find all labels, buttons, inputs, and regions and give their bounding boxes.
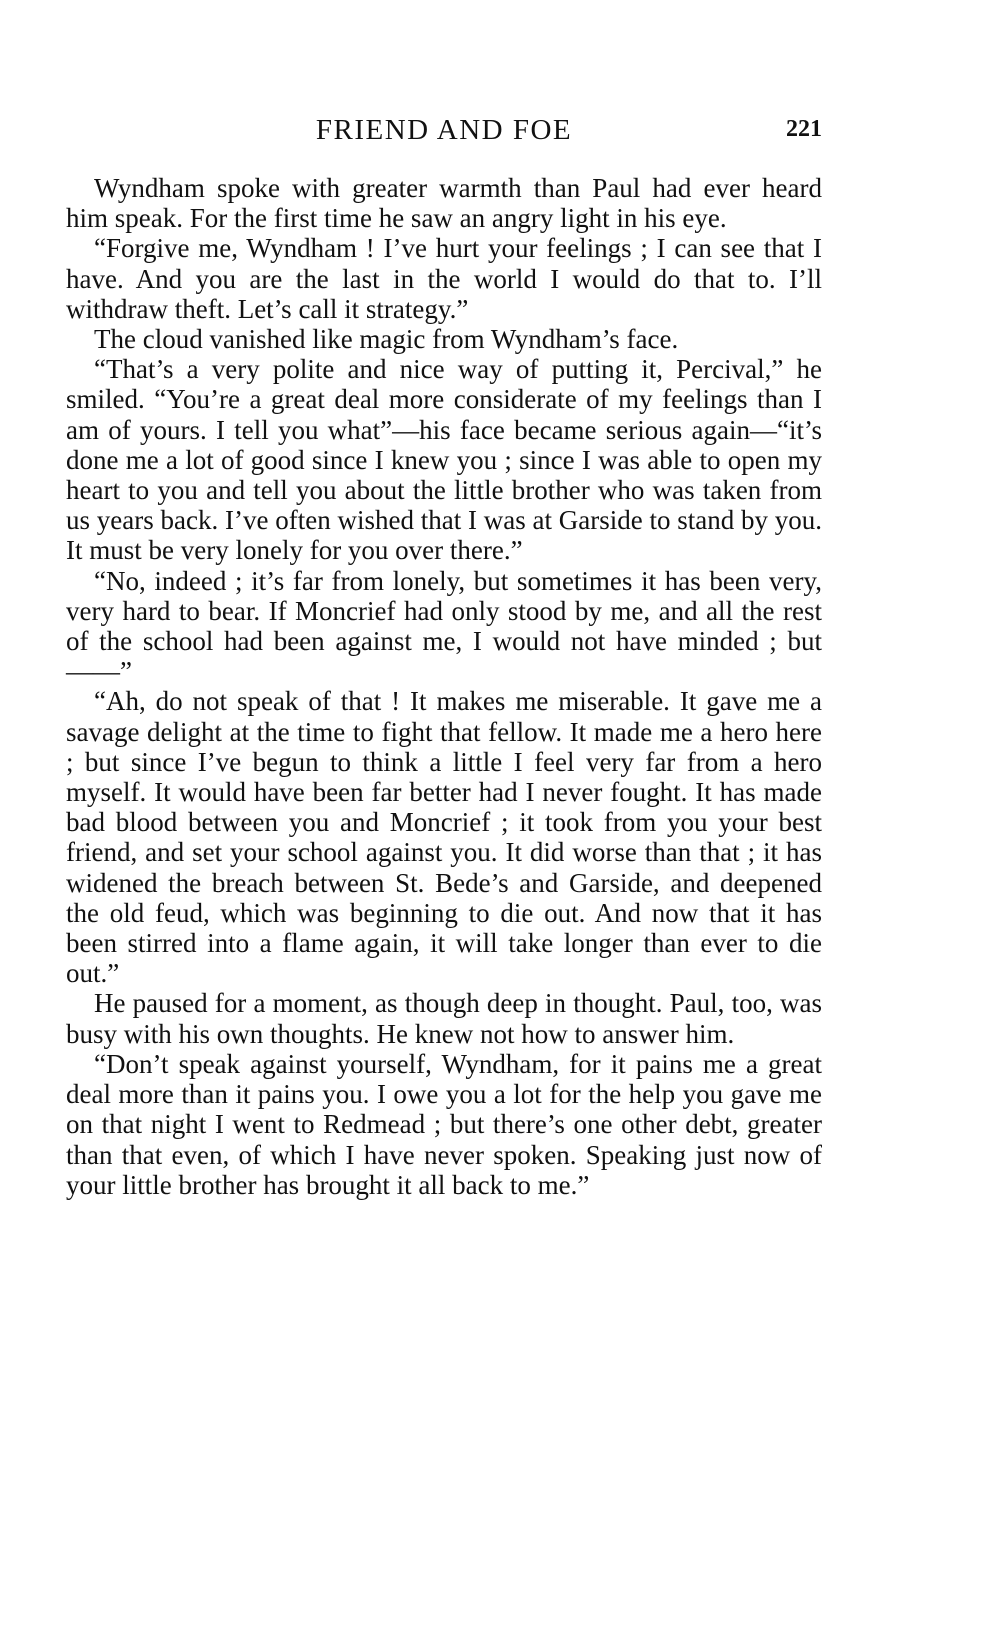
paragraph: The cloud vanished like magic from Wyndham’s face.	[94, 324, 679, 355]
paragraph: “Forgive me, Wyndham ! I’ve hurt your feelings ; I can see that I have. And you are the last in the world I would do that to. I’ll withdraw theft. Let’s call it strategy.”	[66, 233, 822, 324]
paragraph: “Ah, do not speak of that ! It makes me miserable. It gave me a savage delight at the time to fight that fellow. It made me a hero here ; but since I’ve begun to think a little I feel very far from a hero myself. It would have been far better had I never fought. It has made bad blood between you and Moncrief ; it took from you your best friend, and set your school against you. It did worse than that ; it has widened the breach between St. Bede’s and Garside, and deepened the old feud, which was beginning to die out. And now that it has been stirred into a flame again, it will take longer than ever to die out.”	[66, 686, 822, 989]
paragraph: He paused for a moment, as though deep in thought. Paul, too, was busy with his own thoughts. He knew not how to answer him.	[66, 988, 822, 1049]
page-number: 221	[786, 116, 822, 142]
paragraph: Wyndham spoke with greater warmth than Paul had ever heard him speak. For the first time he saw an angry light in his eye.	[66, 173, 822, 234]
paragraph: “That’s a very polite and nice way of putting it, Percival,” he smiled. “You’re a great deal more considerate of my feelings than I am of yours. I tell you what”—his face became serious again—“it’s done me a lot of good since I knew you ; since I was able to open my heart to you and tell you about the little brother who was taken from us years back. I’ve often wished that I was at Garside to stand by you. It must be very lonely for you over there.”	[66, 354, 822, 566]
paragraph: “Don’t speak against yourself, Wyndham, for it pains me a great deal more than it pains you. I owe you a lot for the help you gave me on that night I went to Redmead ; but there’s one other debt, greater than that even, of which I have never spoken. Speaking just now of your little brother has brought it all back to me.”	[66, 1048, 822, 1200]
running-title: FRIEND AND FOE	[315, 114, 573, 146]
paragraph: “No, indeed ; it’s far from lonely, but sometimes it has been very, very hard to bear. If Moncrief had only stood by me, and all the rest of the school had been against me, I would not have minded ; but——”	[66, 565, 822, 687]
body-text	[66, 173, 822, 1200]
page-header	[66, 114, 822, 154]
